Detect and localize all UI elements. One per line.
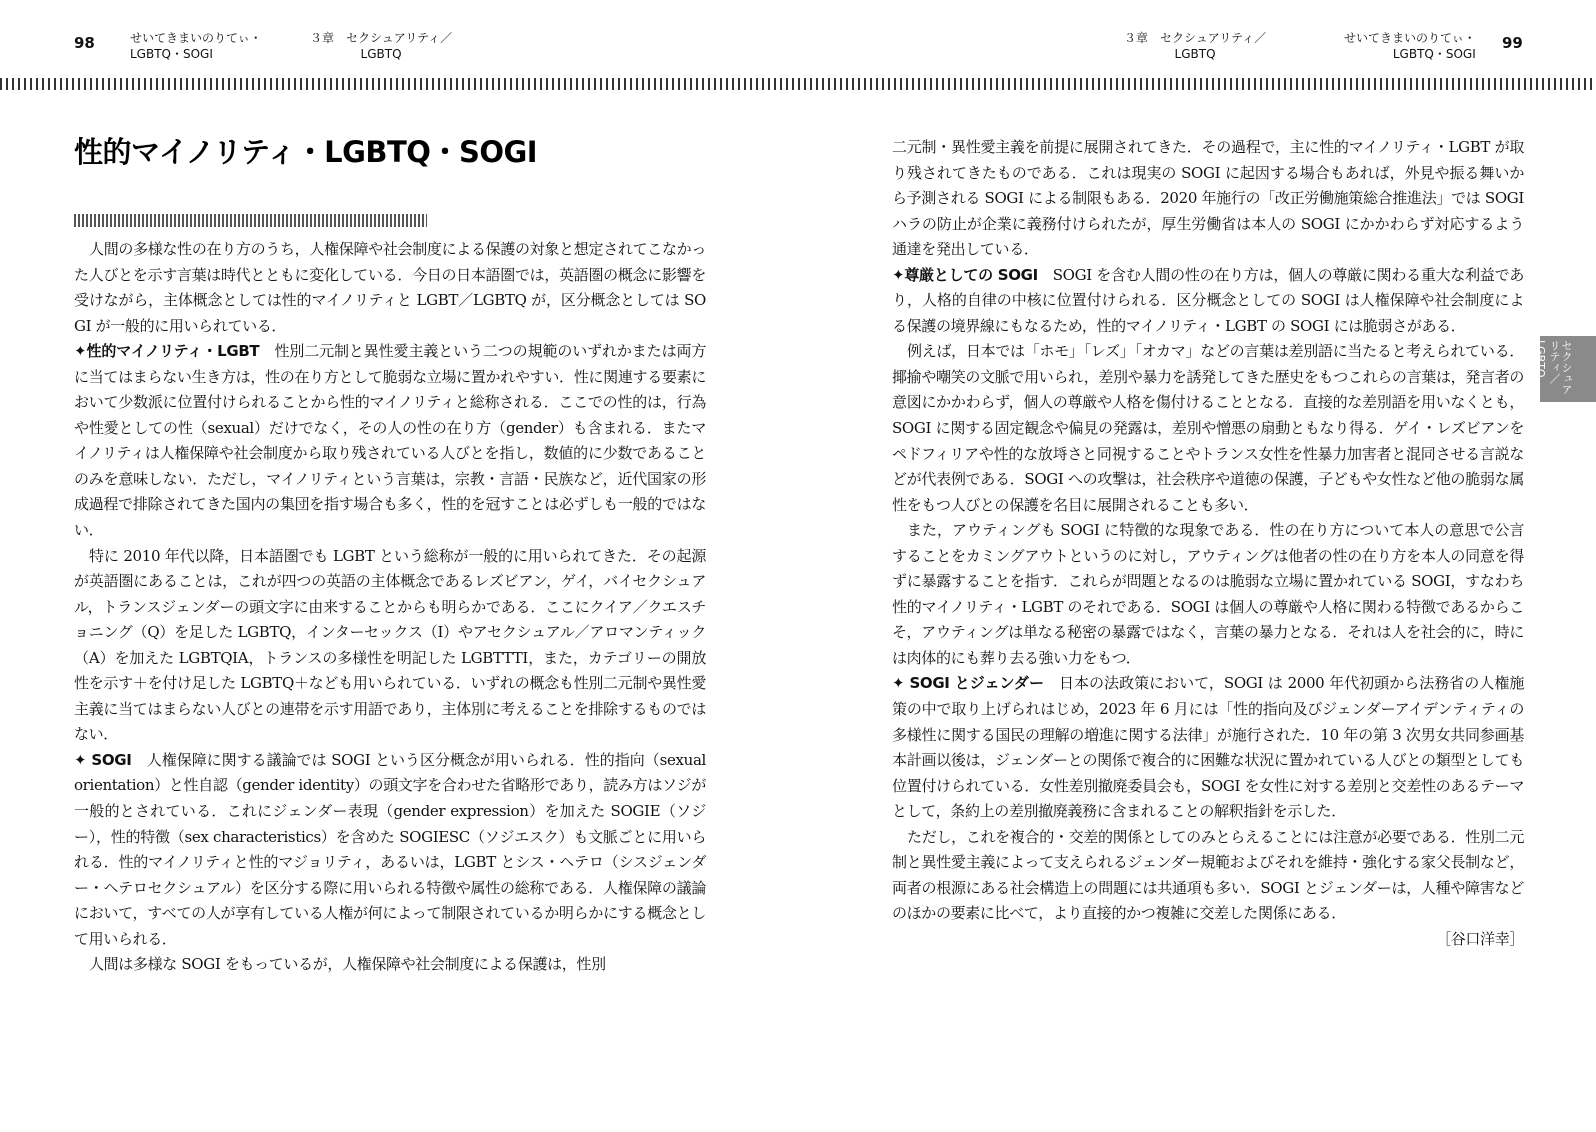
left-paragraph-3: 特に 2010 年代以降，日本語圏でも LGBT という総称が一般的に用いられてきた．その起源が英語圏にあることは，これが四つの英語の主体概念であるレズビアン，ゲイ，バイセクシュアル，トランスジェンダーの頭文字に由来することからも明らかである．ここにクイア／クエスチョニング（Q）を足した LGBTQ，インターセックス（I）やアセクシュアル／アロマンティック（A）を加えた LGBTQIA，トランスの多様性を明記した LGBTTTI，また，カテゴリーの開放性を示す＋を付け足した LGBTQ＋なども用いられている．いずれの概念も性別二元制や異性愛主義に当てはまらない人びとの連帯を示す用語であり，主体別に考えることを排除するものではない． (74, 546, 706, 744)
right-chapter-line2: LGBTQ (1174, 47, 1216, 61)
right-section-dignity (892, 263, 1524, 340)
left-paragraph-1: 人間の多様な性の在り方のうち，人権保障や社会制度による保護の対象と想定されてこなかった人びとを示す言葉は時代とともに変化している．今日の日本語圏では，英語圏の概念に影響を受けながら，主体概念としては性的マイノリティと LGBT／LGBTQ が，区分概念としては SOGI が一般的に用いられている． (74, 240, 706, 335)
section-heading-sogi: ✦ SOGI (74, 750, 132, 769)
left-section-sogi (74, 748, 706, 952)
right-entry-reading (1344, 30, 1476, 62)
header-dotted-rule (0, 78, 1596, 90)
left-entry-reading-line1: せいてきまいのりてぃ・ (130, 31, 262, 45)
thumb-tab-line1: セクシュアリティ／ (1548, 340, 1573, 395)
left-chapter-line1: ３章 セクシュアリティ／ (310, 31, 453, 45)
section-heading-sexual-minority-lgbt: ✦性的マイノリティ・LGBT (74, 342, 260, 361)
left-paragraph-5: 人間は多様な SOGI をもっているが，人権保障や社会制度による保護は，性別 (89, 955, 606, 974)
right-page-number: 99 (1502, 34, 1523, 52)
left-paragraph-4: 人権保障に関する議論では SOGI という区分概念が用いられる．性的指向（sexual orientation）と性自認（gender identity）の頭文字を合わせた省略形であり，読み方はソジが一般的とされている．これにジェンダー表現（gender expression）を加えた SOGIE（ソジー），性的特徴（sex characteristics）を含めた SOGIESC（ソジエスク）も文脈ごとに用いられる．性的マイノリティと性的マジョリティ，あるいは，LGBT とシス・ヘテロ（シスジェンダー・ヘテロセクシュアル）を区分する際に用いられる特徴や属性の総称である．人権保障の議論において，すべての人が享有している人権が何によって制限されているか明らかにする概念として用いられる． (74, 750, 706, 948)
left-entry-reading-line2: LGBTQ・SOGI (130, 47, 213, 61)
right-section-sogi-gender (892, 671, 1524, 824)
left-paragraph-2: 性別二元制と異性愛主義という二つの規範のいずれかまたは両方に当てはまらない生き方は，性の在り方として脆弱な立場に置かれやすい．性に関連する要素において少数派に位置付けられることから性的マイノリティと総称される．ここでの性的は，行為や性愛としての性（sexual）だけでなく，その人の性の在り方（gender）も含まれる．またマイノリティは人権保障や社会制度から取り残されている人びとを指し，数値的に少数であることのみを意味しない．ただし，マイノリティという言葉は，宗教・言語・民族など，近代国家の形成過程で排除されてきた国内の集団を指す場合も多く，性的を冠すことは必ずしも一般的ではない． (74, 342, 706, 540)
title-hatched-rule (74, 214, 427, 227)
chapter-thumb-tab (1534, 336, 1596, 402)
left-section-sexual-minority (74, 339, 706, 543)
left-body-column (74, 237, 706, 1057)
article-title: 性的マイノリティ・LGBTQ・SOGI (74, 135, 538, 169)
left-chapter-label (310, 30, 452, 62)
right-chapter-line1: ３章 セクシュアリティ／ (1124, 31, 1267, 45)
left-entry-reading (130, 30, 262, 62)
thumb-tab-line2: LGBTQ (1534, 340, 1547, 378)
right-body-column (892, 135, 1524, 1057)
section-heading-sogi-as-dignity: ✦尊厳としての SOGI (892, 265, 1038, 284)
right-entry-reading-line1: せいてきまいのりてぃ・ (1344, 31, 1476, 45)
right-paragraph-1: 二元制・異性愛主義を前提に展開されてきた．その過程で，主に性的マイノリティ・LGBT が取り残されてきたものである．これは現実の SOGI に起因する場合もあれば，外見や振る舞いから予測される SOGI による制限もある．2020 年施行の「改正労働施策総合推進法」では SOGI ハラの防止が企業に義務付けられたが，厚生労働省は本人の SOGI にかかわらず対応するよう通達を発出している． (892, 138, 1524, 259)
right-paragraph-2: SOGI を含む人間の性の在り方は，個人の尊厳に関わる重大な利益であり，人格的自律の中核に位置付けられる．区分概念としての SOGI は人権保障や社会制度による保護の境界線にもなるため，性的マイノリティ・LGBT の SOGI には脆弱さがある． (892, 265, 1524, 335)
right-chapter-label (1124, 30, 1266, 62)
right-paragraph-3: 例えば，日本では「ホモ」「レズ」「オカマ」などの言葉は差別語に当たると考えられている．揶揄や嘲笑の文脈で用いられ，差別や暴力を誘発してきた歴史をもつこれらの言葉は，発言者の意図にかかわらず，個人の尊厳や人格を傷付けることとなる．直接的な差別語を用いなくとも，SOGI に関する固定観念や偏見の発露は，差別や憎悪の扇動ともなり得る．ゲイ・レズビアンをペドフィリアや性的な放埓さと同視することやトランス女性を性暴力加害者と混同させる言説などが代表例である．SOGI への攻撃は，社会秩序や道徳の保護，子どもや女性など他の脆弱な属性をもつ人びとの保護を名目に展開されることも多い． (892, 342, 1524, 514)
right-entry-reading-line2: LGBTQ・SOGI (1392, 47, 1476, 61)
left-page-number: 98 (74, 34, 95, 52)
right-paragraph-4: また，アウティングも SOGI に特徴的な現象である．性の在り方について本人の意思で公言することをカミングアウトというのに対し，アウティングは他者の性の在り方を本人の同意を得ずに暴露することを指す．これらが問題となるのは脆弱な立場に置かれている SOGI，すなわち性的マイノリティ・LGBT のそれである．SOGI は個人の尊厳や人格に関わる特徴であるからこそ，アウティングは単なる秘密の暴露ではなく，言葉の暴力となる．それは人を社会的に，時には肉体的にも葬り去る強い力をもつ． (892, 521, 1524, 667)
right-paragraph-6: ただし，これを複合的・交差的関係としてのみとらえることには注意が必要である．性別二元制と異性愛主義によって支えられるジェンダー規範およびそれを維持・強化する家父長制など，両者の根源にある社会構造上の問題には共通項も多い．SOGI とジェンダーは，人種や障害などのほかの要素に比べて，より直接的かつ複雑に交差した関係にある． (892, 827, 1524, 923)
author-signature: ［谷口洋幸］ (1436, 929, 1524, 948)
section-heading-sogi-and-gender: ✦ SOGI とジェンダー (892, 674, 1044, 693)
right-paragraph-5: 日本の法政策において，SOGI は 2000 年代初頭から法務省の人権施策の中で取り上げられはじめ，2023 年 6 月には「性的指向及びジェンダーアイデンティティの多様性に関する国民の理解の増進に関する法律」が施行された．10 年の第 3 次男女共同参画基本計画以後は，ジェンダーとの関係で複合的に困難な状況に置かれている人びとの類型としても位置付けられている．女性差別撤廃委員会も，SOGI を女性に対する差別と交差性のあるテーマとして，条約上の差別撤廃義務に含まれることの解釈指針を示した． (892, 674, 1524, 821)
left-chapter-line2: LGBTQ (360, 47, 402, 61)
